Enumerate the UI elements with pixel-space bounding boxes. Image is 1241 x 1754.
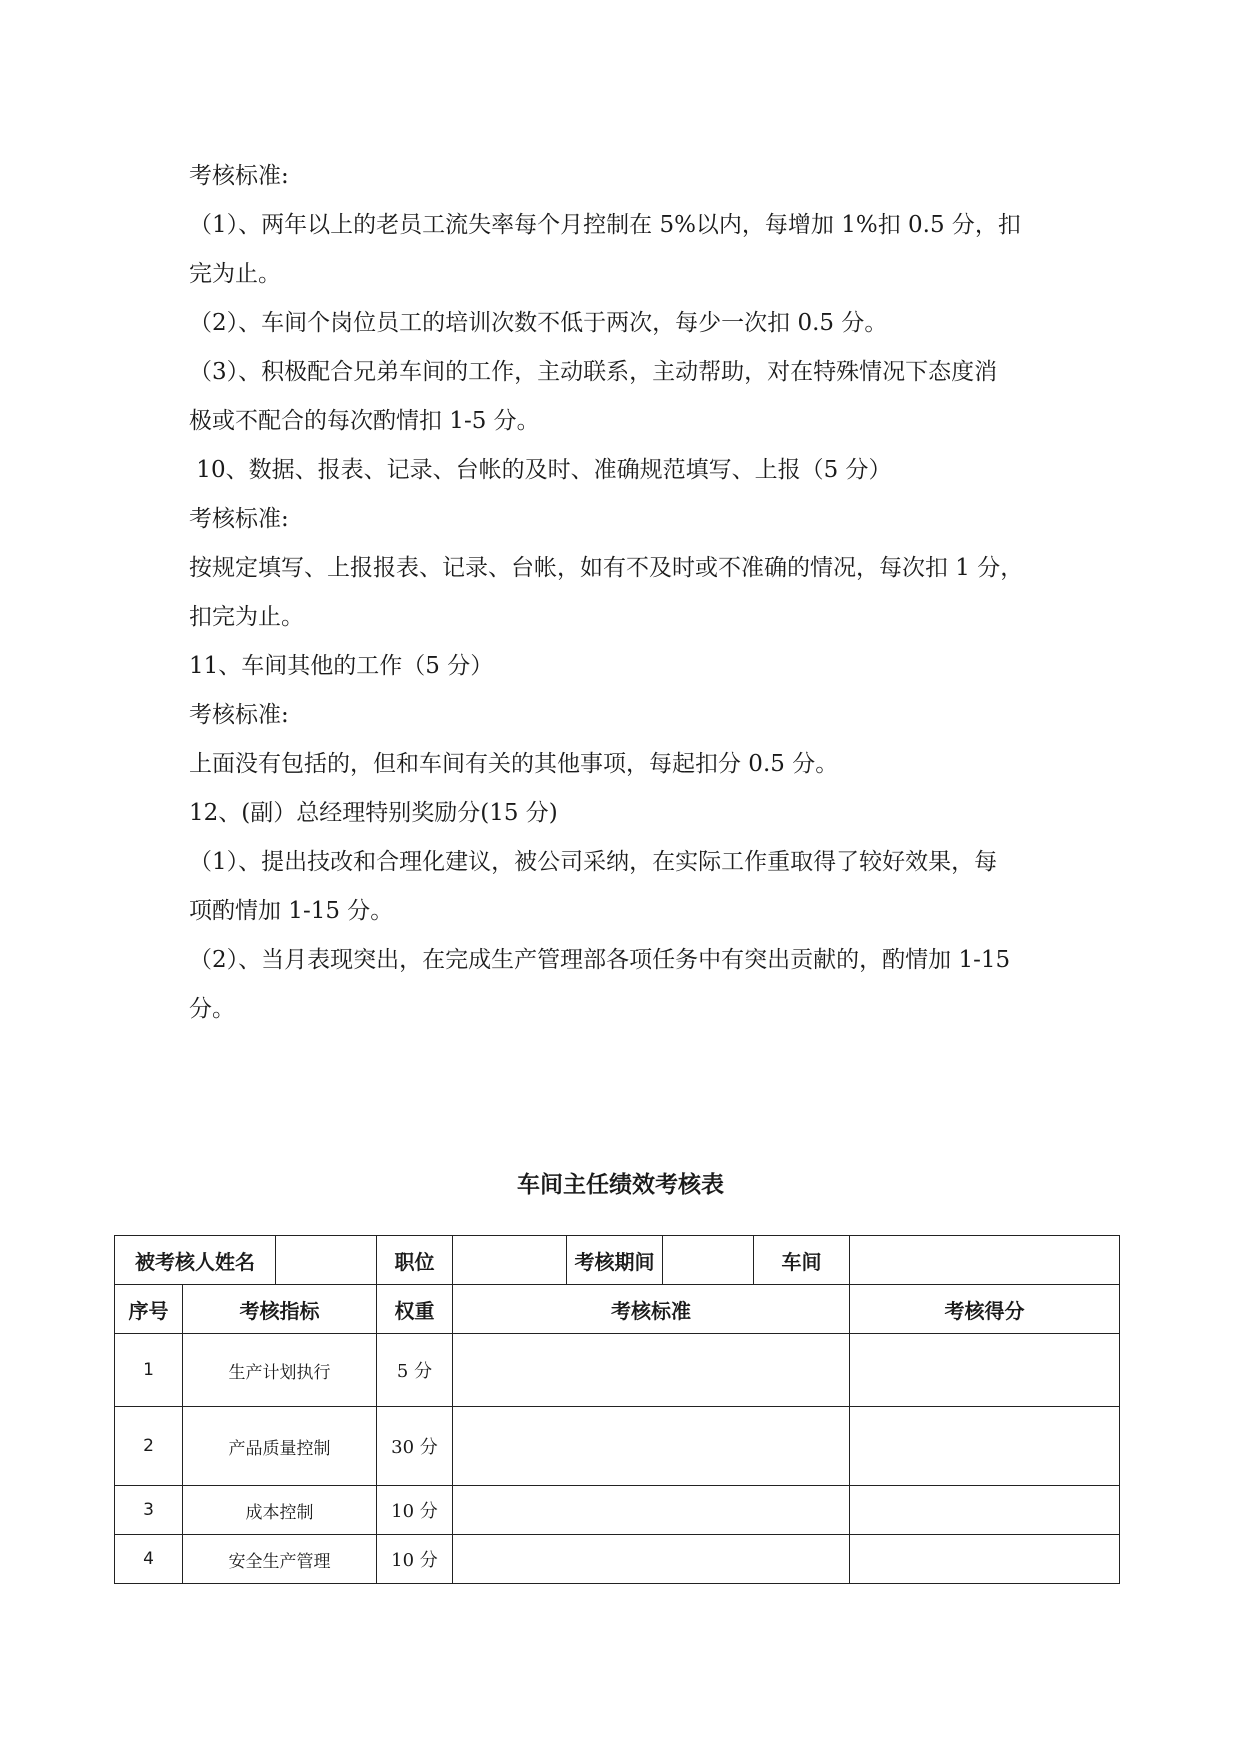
row-score[interactable] — [850, 1334, 1120, 1407]
row-standard[interactable] — [453, 1334, 850, 1407]
row-indicator: 生产计划执行 — [183, 1334, 377, 1407]
header-weight: 权重 — [377, 1285, 453, 1334]
header-row — [115, 1285, 1120, 1334]
text-line: （1）、两年以上的老员工流失率每个月控制在 5%以内，每增加 1%扣 0.5 分，扣 — [189, 212, 1021, 238]
name-label: 被考核人姓名 — [115, 1236, 276, 1285]
period-value[interactable] — [663, 1236, 754, 1284]
text-line: 考核标准: — [189, 506, 289, 532]
header-indicator: 考核指标 — [183, 1285, 377, 1334]
header-score: 考核得分 — [850, 1285, 1120, 1334]
row-indicator: 安全生产管理 — [183, 1535, 377, 1584]
text-line: 项酌情加 1-15 分。 — [189, 898, 394, 924]
name-value-cell[interactable] — [276, 1236, 377, 1285]
row-no: 1 — [115, 1334, 183, 1407]
row-no: 4 — [115, 1535, 183, 1584]
header-no: 序号 — [115, 1285, 183, 1334]
row-indicator: 成本控制 — [183, 1486, 377, 1535]
row-weight: 10 分 — [377, 1486, 453, 1535]
text-line: 10、数据、报表、记录、台帐的及时、准确规范填写、上报（5 分） — [189, 457, 892, 483]
assessment-table — [114, 1235, 1120, 1584]
row-standard[interactable] — [453, 1486, 850, 1535]
row-indicator: 产品质量控制 — [183, 1407, 377, 1486]
text-line: 按规定填写、上报报表、记录、台帐，如有不及时或不准确的情况，每次扣 1 分， — [189, 555, 1024, 581]
row-score[interactable] — [850, 1486, 1120, 1535]
position-value-cell[interactable] — [453, 1236, 567, 1285]
info-row — [115, 1236, 1120, 1285]
text-line: 扣完为止。 — [189, 604, 304, 630]
body-text — [189, 152, 1069, 1034]
text-line: 考核标准: — [189, 163, 289, 189]
period-value-cell[interactable] — [663, 1236, 850, 1285]
row-score[interactable] — [850, 1535, 1120, 1584]
header-standard: 考核标准 — [453, 1285, 850, 1334]
period-split — [663, 1236, 849, 1284]
row-no: 3 — [115, 1486, 183, 1535]
table-row — [115, 1486, 1120, 1535]
text-line: 考核标准: — [189, 702, 289, 728]
text-line: 分。 — [189, 996, 235, 1022]
text-line: 极或不配合的每次酌情扣 1-5 分。 — [189, 408, 540, 434]
text-line: 上面没有包括的，但和车间有关的其他事项，每起扣分 0.5 分。 — [189, 751, 839, 777]
row-standard[interactable] — [453, 1535, 850, 1584]
row-standard[interactable] — [453, 1407, 850, 1486]
text-line: （3）、积极配合兄弟车间的工作，主动联系，主动帮助，对在特殊情况下态度消 — [189, 359, 998, 385]
row-no: 2 — [115, 1407, 183, 1486]
table-row — [115, 1407, 1120, 1486]
text-line: 12、(副）总经理特别奖励分(15 分) — [189, 800, 558, 826]
workshop-value-cell[interactable] — [850, 1236, 1120, 1285]
period-label: 考核期间 — [567, 1236, 663, 1285]
text-line: 11、车间其他的工作（5 分） — [189, 653, 494, 679]
row-weight: 10 分 — [377, 1535, 453, 1584]
text-line: （2）、当月表现突出，在完成生产管理部各项任务中有突出贡献的，酌情加 1-15 — [189, 947, 1011, 973]
row-weight: 5 分 — [377, 1334, 453, 1407]
text-line: （1）、提出技改和合理化建议，被公司采纳，在实际工作重取得了较好效果，每 — [189, 849, 998, 875]
table-row — [115, 1535, 1120, 1584]
row-weight: 30 分 — [377, 1407, 453, 1486]
workshop-label: 车间 — [781, 1249, 822, 1274]
row-score[interactable] — [850, 1407, 1120, 1486]
text-line: 完为止。 — [189, 261, 281, 287]
table-row — [115, 1334, 1120, 1407]
table-title: 车间主任绩效考核表 — [517, 1172, 724, 1198]
position-label: 职位 — [377, 1236, 453, 1285]
text-line: （2）、车间个岗位员工的培训次数不低于两次，每少一次扣 0.5 分。 — [189, 310, 888, 336]
